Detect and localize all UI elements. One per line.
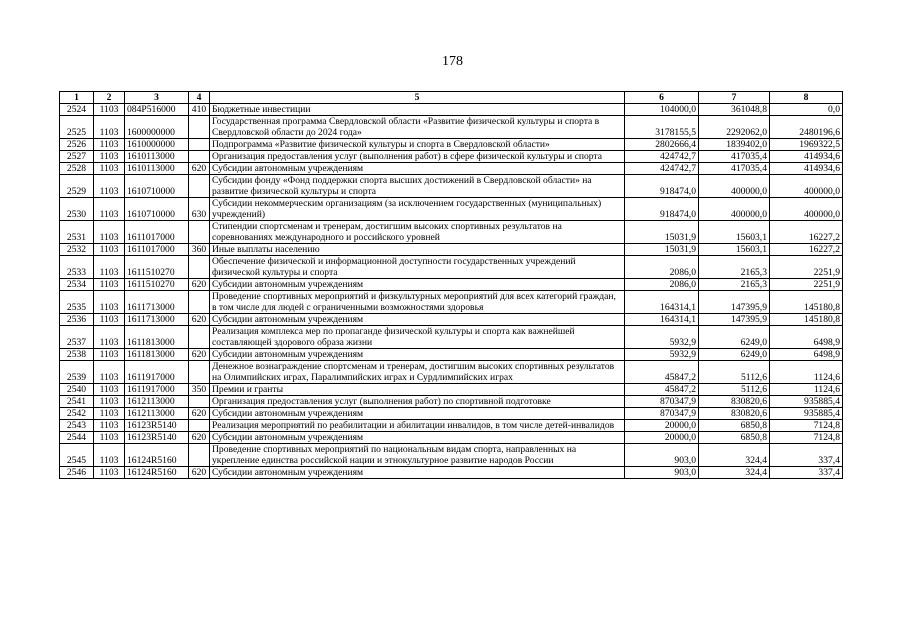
amount-year-3: 145180,8 [770, 314, 843, 326]
table-row [60, 467, 843, 479]
target-article-code: 1611017000 [125, 221, 189, 244]
target-article-code: 1611510270 [125, 279, 189, 291]
amount-year-3: 16227,2 [770, 244, 843, 256]
expense-type-code: 620 [189, 314, 210, 326]
amount-year-3: 337,4 [770, 467, 843, 479]
amount-year-2: 15603,1 [699, 244, 770, 256]
expense-type-code [189, 326, 210, 349]
amount-year-2: 1839402,0 [699, 139, 770, 151]
amount-year-2: 6850,8 [699, 432, 770, 444]
item-name: Иные выплаты населению [210, 244, 625, 256]
table-row [60, 361, 843, 384]
item-name: Проведение спортивных мероприятий и физкультурных мероприятий для всех категорий граждан, в том числе для людей с ограниченными возможностями здоровья [210, 291, 625, 314]
amount-year-3: 414934,6 [770, 151, 843, 163]
amount-year-1: 45847,2 [625, 361, 699, 384]
item-name: Субсидии автономным учреждениям [210, 314, 625, 326]
item-name: Стипендии спортсменам и тренерам, достигшим высоких спортивных результатов на соревнованиях международного и российского уровней [210, 221, 625, 244]
section-code: 1103 [94, 116, 125, 139]
row-number: 2530 [60, 198, 94, 221]
row-number: 2529 [60, 175, 94, 198]
expense-type-code [189, 221, 210, 244]
item-name: Денежное вознаграждение спортсменам и тренерам, достигшим высоких спортивных результатов на Олимпийских играх, Паралимпийских играх и Сурдлимпийских играх [210, 361, 625, 384]
section-code: 1103 [94, 198, 125, 221]
section-code: 1103 [94, 326, 125, 349]
amount-year-2: 324,4 [699, 444, 770, 467]
header-cell-1: 1 [60, 92, 94, 104]
target-article-code: 1612113000 [125, 396, 189, 408]
section-code: 1103 [94, 291, 125, 314]
amount-year-1: 164314,1 [625, 291, 699, 314]
amount-year-3: 145180,8 [770, 291, 843, 314]
amount-year-2: 361048,8 [699, 104, 770, 116]
header-cell-2: 2 [94, 92, 125, 104]
expense-type-code [189, 396, 210, 408]
row-number: 2546 [60, 467, 94, 479]
amount-year-3: 1124,6 [770, 384, 843, 396]
row-number: 2536 [60, 314, 94, 326]
row-number: 2539 [60, 361, 94, 384]
amount-year-1: 15031,9 [625, 221, 699, 244]
target-article-code: 084P516000 [125, 104, 189, 116]
item-name: Организация предоставления услуг (выполнения работ) по спортивной подготовке [210, 396, 625, 408]
expense-type-code: 360 [189, 244, 210, 256]
expense-type-code [189, 116, 210, 139]
row-number: 2533 [60, 256, 94, 279]
target-article-code: 1611017000 [125, 244, 189, 256]
header-cell-3: 3 [125, 92, 189, 104]
target-article-code: 1610000000 [125, 139, 189, 151]
amount-year-2: 2165,3 [699, 279, 770, 291]
target-article-code: 1612113000 [125, 408, 189, 420]
table-row [60, 326, 843, 349]
row-number: 2528 [60, 163, 94, 175]
amount-year-2: 400000,0 [699, 198, 770, 221]
section-code: 1103 [94, 396, 125, 408]
amount-year-1: 903,0 [625, 444, 699, 467]
expense-type-code [189, 361, 210, 384]
amount-year-3: 935885,4 [770, 408, 843, 420]
section-code: 1103 [94, 361, 125, 384]
table-row [60, 279, 843, 291]
expense-type-code: 630 [189, 198, 210, 221]
item-name: Субсидии автономным учреждениям [210, 163, 625, 175]
item-name: Обеспечение физической и информационной доступности государственных учреждений физической культуры и спорта [210, 256, 625, 279]
table-row [60, 432, 843, 444]
row-number: 2542 [60, 408, 94, 420]
table-row [60, 163, 843, 175]
amount-year-3: 1969322,5 [770, 139, 843, 151]
target-article-code: 16123R5140 [125, 432, 189, 444]
amount-year-3: 7124,8 [770, 420, 843, 432]
amount-year-1: 918474,0 [625, 198, 699, 221]
expense-type-code [189, 256, 210, 279]
amount-year-1: 164314,1 [625, 314, 699, 326]
amount-year-1: 5932,9 [625, 326, 699, 349]
row-number: 2525 [60, 116, 94, 139]
row-number: 2541 [60, 396, 94, 408]
expense-type-code: 620 [189, 432, 210, 444]
amount-year-1: 20000,0 [625, 420, 699, 432]
amount-year-2: 324,4 [699, 467, 770, 479]
section-code: 1103 [94, 467, 125, 479]
table-row [60, 384, 843, 396]
item-name: Организация предоставления услуг (выполнения работ) в сфере физической культуры и спорта [210, 151, 625, 163]
amount-year-2: 830820,6 [699, 396, 770, 408]
amount-year-3: 2480196,6 [770, 116, 843, 139]
table-row [60, 314, 843, 326]
row-number: 2524 [60, 104, 94, 116]
table-row [60, 396, 843, 408]
target-article-code: 1611713000 [125, 291, 189, 314]
amount-year-2: 830820,6 [699, 408, 770, 420]
row-number: 2531 [60, 221, 94, 244]
target-article-code: 1611917000 [125, 384, 189, 396]
amount-year-1: 20000,0 [625, 432, 699, 444]
amount-year-1: 870347,9 [625, 408, 699, 420]
amount-year-3: 16227,2 [770, 221, 843, 244]
section-code: 1103 [94, 314, 125, 326]
row-number: 2545 [60, 444, 94, 467]
table-row [60, 256, 843, 279]
amount-year-1: 3178155,5 [625, 116, 699, 139]
amount-year-2: 2165,3 [699, 256, 770, 279]
expense-type-code: 410 [189, 104, 210, 116]
row-number: 2535 [60, 291, 94, 314]
section-code: 1103 [94, 175, 125, 198]
expense-type-code: 620 [189, 279, 210, 291]
amount-year-2: 6850,8 [699, 420, 770, 432]
target-article-code: 16124R5160 [125, 444, 189, 467]
table-body [60, 104, 843, 479]
amount-year-3: 1124,6 [770, 361, 843, 384]
section-code: 1103 [94, 384, 125, 396]
item-name: Подпрограмма «Развитие физической культуры и спорта в Свердловской области» [210, 139, 625, 151]
row-number: 2538 [60, 349, 94, 361]
amount-year-3: 6498,9 [770, 326, 843, 349]
item-name: Бюджетные инвестиции [210, 104, 625, 116]
section-code: 1103 [94, 256, 125, 279]
amount-year-2: 147395,9 [699, 291, 770, 314]
expense-type-code: 620 [189, 408, 210, 420]
target-article-code: 1610113000 [125, 151, 189, 163]
section-code: 1103 [94, 244, 125, 256]
row-number: 2532 [60, 244, 94, 256]
expense-type-code [189, 444, 210, 467]
expense-type-code [189, 139, 210, 151]
item-name: Реализация комплекса мер по пропаганде физической культуры и спорта как важнейшей составляющей здорового образа жизни [210, 326, 625, 349]
header-cell-5: 5 [210, 92, 625, 104]
amount-year-1: 15031,9 [625, 244, 699, 256]
item-name: Субсидии фонду «Фонд поддержки спорта высших достижений в Свердловской области» на развитие физической культуры и спорта [210, 175, 625, 198]
target-article-code: 1610113000 [125, 163, 189, 175]
expense-type-code: 620 [189, 163, 210, 175]
target-article-code: 1611713000 [125, 314, 189, 326]
item-name: Субсидии автономным учреждениям [210, 432, 625, 444]
amount-year-3: 2251,9 [770, 279, 843, 291]
amount-year-1: 870347,9 [625, 396, 699, 408]
amount-year-1: 2802666,4 [625, 139, 699, 151]
section-code: 1103 [94, 139, 125, 151]
expense-type-code: 350 [189, 384, 210, 396]
amount-year-1: 5932,9 [625, 349, 699, 361]
table-row [60, 244, 843, 256]
item-name: Проведение спортивных мероприятий по национальным видам спорта, направленных на укрепление единства российской нации и этнокультурное развитие народов России [210, 444, 625, 467]
row-number: 2543 [60, 420, 94, 432]
amount-year-3: 400000,0 [770, 175, 843, 198]
target-article-code: 1611917000 [125, 361, 189, 384]
amount-year-2: 6249,0 [699, 326, 770, 349]
table-row [60, 175, 843, 198]
item-name: Субсидии автономным учреждениям [210, 467, 625, 479]
amount-year-1: 104000,0 [625, 104, 699, 116]
target-article-code: 16124R5160 [125, 467, 189, 479]
amount-year-1: 2086,0 [625, 256, 699, 279]
amount-year-1: 45847,2 [625, 384, 699, 396]
amount-year-1: 2086,0 [625, 279, 699, 291]
item-name: Субсидии автономным учреждениям [210, 408, 625, 420]
section-code: 1103 [94, 408, 125, 420]
table-row [60, 116, 843, 139]
expense-type-code [189, 291, 210, 314]
amount-year-2: 5112,6 [699, 384, 770, 396]
item-name: Реализация мероприятий по реабилитации и абилитации инвалидов, в том числе детей-инвалидов [210, 420, 625, 432]
amount-year-2: 15603,1 [699, 221, 770, 244]
table-row [60, 420, 843, 432]
amount-year-2: 5112,6 [699, 361, 770, 384]
item-name: Премии и гранты [210, 384, 625, 396]
target-article-code: 1611510270 [125, 256, 189, 279]
expense-type-code [189, 151, 210, 163]
header-cell-7: 7 [699, 92, 770, 104]
expense-type-code [189, 420, 210, 432]
amount-year-3: 935885,4 [770, 396, 843, 408]
amount-year-3: 0,0 [770, 104, 843, 116]
header-cell-4: 4 [189, 92, 210, 104]
row-number: 2526 [60, 139, 94, 151]
table-row [60, 408, 843, 420]
section-code: 1103 [94, 221, 125, 244]
item-name: Субсидии некоммерческим организациям (за исключением государственных (муниципальных) учреждений) [210, 198, 625, 221]
amount-year-3: 400000,0 [770, 198, 843, 221]
amount-year-3: 2251,9 [770, 256, 843, 279]
section-code: 1103 [94, 420, 125, 432]
item-name: Субсидии автономным учреждениям [210, 279, 625, 291]
table-row [60, 139, 843, 151]
expense-type-code: 620 [189, 349, 210, 361]
amount-year-2: 6249,0 [699, 349, 770, 361]
table-row [60, 349, 843, 361]
header-cell-8: 8 [770, 92, 843, 104]
item-name: Субсидии автономным учреждениям [210, 349, 625, 361]
amount-year-1: 903,0 [625, 467, 699, 479]
target-article-code: 1610710000 [125, 198, 189, 221]
amount-year-2: 400000,0 [699, 175, 770, 198]
amount-year-2: 2292062,0 [699, 116, 770, 139]
header-cell-6: 6 [625, 92, 699, 104]
page-number: 178 [442, 54, 463, 69]
section-code: 1103 [94, 163, 125, 175]
header-row [60, 92, 843, 104]
amount-year-3: 414934,6 [770, 163, 843, 175]
row-number: 2534 [60, 279, 94, 291]
amount-year-1: 918474,0 [625, 175, 699, 198]
amount-year-3: 337,4 [770, 444, 843, 467]
table-row [60, 221, 843, 244]
expense-type-code [189, 175, 210, 198]
amount-year-1: 424742,7 [625, 163, 699, 175]
row-number: 2527 [60, 151, 94, 163]
section-code: 1103 [94, 444, 125, 467]
target-article-code: 1611813000 [125, 326, 189, 349]
section-code: 1103 [94, 104, 125, 116]
section-code: 1103 [94, 432, 125, 444]
target-article-code: 1600000000 [125, 116, 189, 139]
row-number: 2537 [60, 326, 94, 349]
table-row [60, 198, 843, 221]
amount-year-3: 6498,9 [770, 349, 843, 361]
row-number: 2544 [60, 432, 94, 444]
expense-type-code: 620 [189, 467, 210, 479]
target-article-code: 1611813000 [125, 349, 189, 361]
amount-year-2: 147395,9 [699, 314, 770, 326]
target-article-code: 16123R5140 [125, 420, 189, 432]
amount-year-2: 417035,4 [699, 163, 770, 175]
section-code: 1103 [94, 349, 125, 361]
target-article-code: 1610710000 [125, 175, 189, 198]
item-name: Государственная программа Свердловской области «Развитие физической культуры и спорта в Свердловской области до 2024 года» [210, 116, 625, 139]
section-code: 1103 [94, 151, 125, 163]
budget-table [59, 91, 843, 479]
table-row [60, 291, 843, 314]
section-code: 1103 [94, 279, 125, 291]
row-number: 2540 [60, 384, 94, 396]
amount-year-3: 7124,8 [770, 432, 843, 444]
amount-year-1: 424742,7 [625, 151, 699, 163]
table-row [60, 151, 843, 163]
table-row [60, 444, 843, 467]
table-row [60, 104, 843, 116]
amount-year-2: 417035,4 [699, 151, 770, 163]
